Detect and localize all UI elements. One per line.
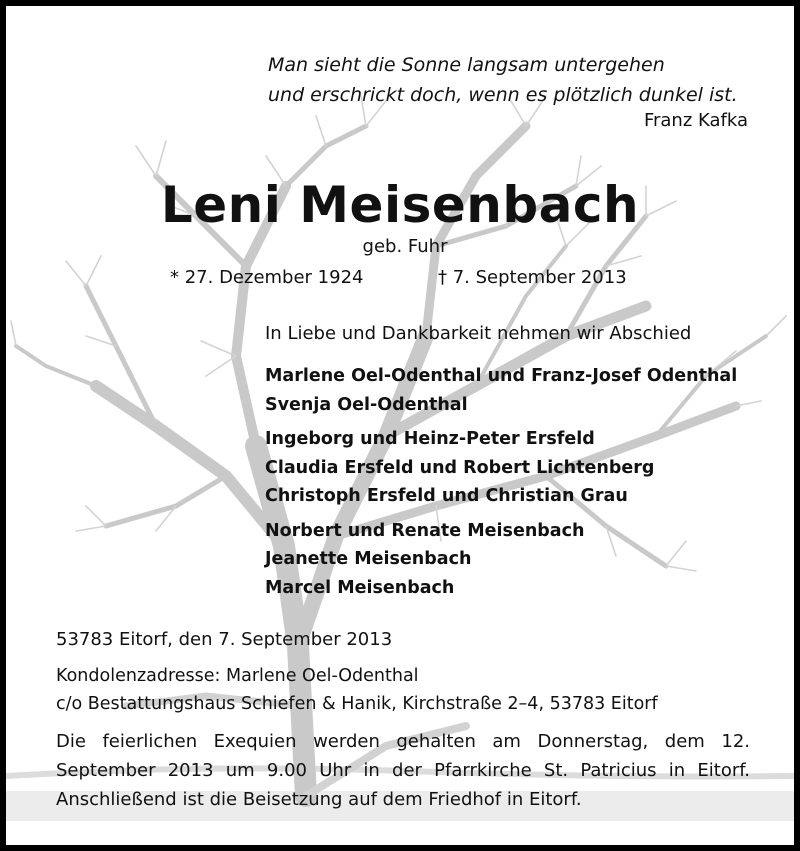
quote-author: Franz Kafka (643, 110, 748, 131)
mourner-line: Jeanette Meisenbach (265, 549, 472, 569)
condolence-line: Kondolenzadresse: Marlene Oel-Odenthal (56, 666, 419, 686)
mourner-line: Marlene Oel-Odenthal und Franz-Josef Odenthal (265, 366, 738, 386)
maiden-name: geb. Fuhr (362, 236, 448, 257)
mourner-line: Norbert und Renate Meisenbach (265, 520, 585, 541)
birth-date: * 27. Dezember 1924 (170, 267, 364, 288)
mourner-line: Svenja Oel-Odenthal (265, 394, 468, 415)
farewell-line: In Liebe und Dankbarkeit nehmen wir Abschied (265, 323, 692, 344)
mourner-line: Ingeborg und Heinz-Peter Ersfeld (265, 429, 595, 449)
condolence-line: c/o Bestattungshaus Schiefen & Hanik, Kirchstraße 2–4, 53783 Eitorf (56, 694, 658, 714)
deceased-name: Leni Meisenbach (160, 176, 640, 234)
mourner-line: Claudia Ersfeld und Robert Lichtenberg (265, 457, 655, 478)
mourner-group (265, 362, 785, 419)
mourners-list (265, 362, 785, 608)
quote-line: Man sieht die Sonne langsam untergehen (268, 54, 665, 76)
mourner-group (265, 425, 785, 511)
mourner-group (265, 517, 785, 603)
quote-line: und erschrickt doch, wenn es plötzlich dunkel ist. (268, 84, 738, 106)
death-date: † 7. September 2013 (438, 267, 627, 288)
mourner-line: Marcel Meisenbach (265, 577, 455, 598)
quote (268, 50, 754, 110)
service-info: Die feierlichen Exequien werden gehalten am Donnerstag, dem 12. September 2013 um 9.00 Uhr in der Pfarrkirche St. Patricius in Eitorf. Anschließend ist die Beisetzung auf dem Friedhof in Eitorf. (56, 731, 750, 810)
condolence-address (56, 662, 658, 718)
place-date: 53783 Eitorf, den 7. September 2013 (56, 629, 393, 650)
mourner-line: Christoph Ersfeld und Christian Grau (265, 486, 628, 506)
